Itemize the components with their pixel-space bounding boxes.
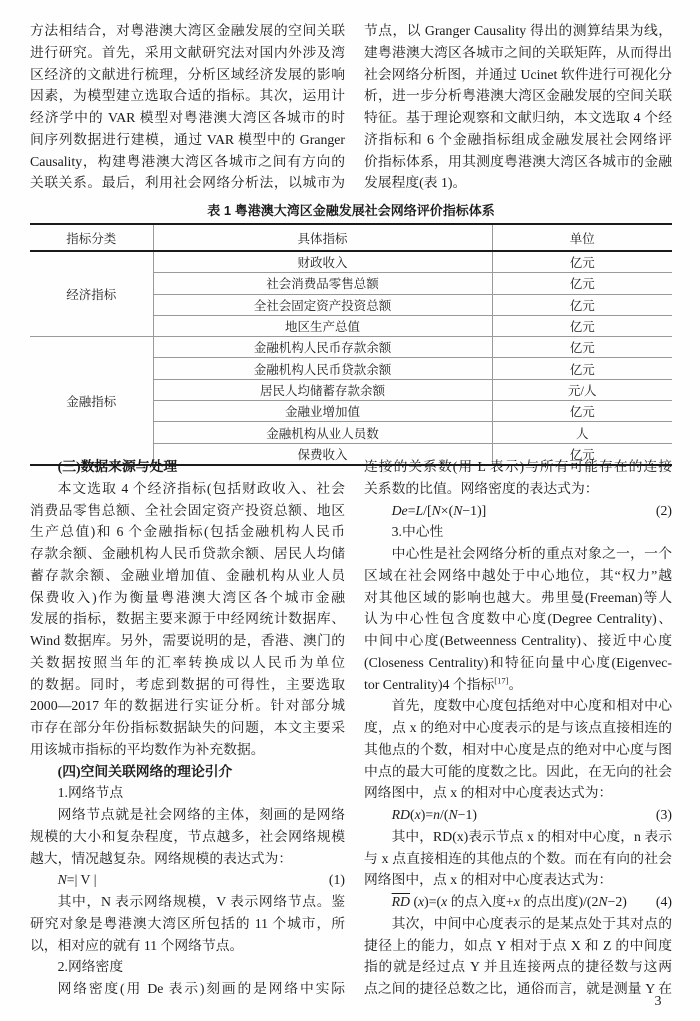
text-line: 指的就是经过点 Y 并且连接两点的捷径数与这两 <box>364 959 672 975</box>
equation-number: (3) <box>655 807 672 822</box>
subsection-heading: 3.中心性 <box>391 524 444 540</box>
text-line: 与 x 点直接相连的其他点的个数。而在有向的社会 <box>364 850 672 866</box>
unit-cell: 亿元 <box>569 362 595 377</box>
text-line: Wind 数据库。另外，需要说明的是，香港、澳门的 <box>30 633 345 648</box>
equation-line <box>364 500 672 522</box>
unit-cell: 亿元 <box>569 277 595 292</box>
text-run: −2) <box>607 894 627 909</box>
indicator-cell: 保费收入 <box>153 443 492 465</box>
text-line: 经济学中的 VAR 模型对粤港澳大湾区各城市的时 <box>30 110 345 125</box>
text-run: /[ <box>423 502 432 518</box>
indicator-table <box>30 223 672 466</box>
text-run: )= <box>420 807 434 822</box>
text-line: 发展的指标，数据主要来源于中经网统计数据库、 <box>30 611 345 627</box>
indicator-cell: 居民人均储蓄存款余额 <box>153 379 492 400</box>
table-header-cell: 指标分类 <box>30 224 153 251</box>
text-line: 规模的大小和复杂程度，节点越多，社会网络规模 <box>30 828 345 844</box>
math-variable: x <box>513 894 520 909</box>
indicator-cell: 全社会固定资产投资总额 <box>153 294 492 315</box>
subsection-heading: 2.网络密度 <box>57 959 124 975</box>
unit-cell: 亿元 <box>569 405 595 420</box>
table-header-cell: 单位 <box>569 231 595 246</box>
text-run: )=( <box>424 894 442 909</box>
equation-line <box>30 869 345 891</box>
text-line: 度，点 x 的绝对中心度表示的是与该点直接相连的 <box>364 720 672 735</box>
text-run: ( <box>410 807 415 822</box>
text-line: 蓄存款余额、金融业增加值、金融机构从业人员 <box>30 567 345 583</box>
math-variable: $\overline{RD}$ <box>391 894 410 909</box>
text-line: 其次，中间中心度表示的是某点处于其对点的 <box>391 915 672 931</box>
text-run: −1) <box>457 807 477 822</box>
indicator-cell: 财政收入 <box>153 251 492 273</box>
table-row <box>30 251 672 273</box>
column-bottom-left <box>30 456 345 1000</box>
citation-superscript: [17] <box>494 674 509 685</box>
text-line: 网络图中，点 x 的相对中心度表达式为： <box>364 785 613 801</box>
text-line: 其他点的个数，相对中心度是点的绝对中心度与图 <box>364 741 672 757</box>
equation-number: (1) <box>328 872 345 888</box>
equation-line <box>364 804 672 826</box>
text-run: −1)] <box>462 502 487 518</box>
section-heading: (四)空间关联网络的理论引介 <box>57 763 233 779</box>
math-variable: N <box>453 502 463 518</box>
page-number: 3 <box>654 994 662 1009</box>
table-body <box>30 251 672 465</box>
math-variable: n <box>433 807 441 822</box>
equation-body <box>364 500 486 522</box>
table-caption: 表 1 粤港澳大湾区金融发展社会网络评价指标体系 <box>207 203 495 218</box>
column-bottom-right <box>364 456 672 1000</box>
text-line: 研究对象是粤港澳大湾区所包括的 11 个城市，所 <box>30 915 345 931</box>
text-line: 济指标和 6 个金融指标组成金融发展社会网络评 <box>364 131 672 147</box>
indicator-cell: 地区生产总值 <box>153 315 492 336</box>
math-variable: N <box>598 894 608 909</box>
text-line: 其中，RD(x)表示节点 x 的相对中心度，n 表示 <box>391 828 672 844</box>
text-run: 。 <box>508 676 523 692</box>
math-variable: x <box>414 807 421 822</box>
equation-number: (4) <box>655 894 672 909</box>
equation-body <box>364 804 477 826</box>
text-line: 保费收入)作为衡量粤港澳大湾区各个城市金融 <box>30 589 345 605</box>
text-line: 捷径上的能力，如点 Y 相对于点 X 和 Z 的中间度 <box>364 937 672 953</box>
text-line: 建粤港澳大湾区各城市之间的关联矩阵，从而得出 <box>364 44 672 60</box>
text-line: 中间中心度(Betweenness Centrality)、接近中心度 <box>364 633 672 648</box>
math-variable: x <box>441 894 448 909</box>
unit-cell: 亿元 <box>569 447 595 462</box>
text-run: =| V | <box>66 872 97 888</box>
text-line: 生产总值)和 6 个金融指标(包括金融机构人民币 <box>30 524 345 540</box>
text-line: 节点，以 Granger Causality 得出的测算结果为线， <box>364 23 672 38</box>
table-header-row <box>30 224 672 251</box>
math-variable: N <box>431 502 441 518</box>
text-line: Causality，构建粤港澳大湾区各城市之间有方向的 <box>30 153 345 169</box>
section-heading: (三)数据来源与处理 <box>57 459 178 474</box>
text-run: 的点出度)/(2 <box>519 894 599 909</box>
indicator-cell: 金融机构人民币存款余额 <box>153 337 492 358</box>
unit-cell: 亿元 <box>569 341 595 356</box>
math-variable: De <box>391 502 408 518</box>
text-line: 本文选取 4 个经济指标(包括财政收入、社会 <box>57 480 345 496</box>
text-line: 用该城市指标的平均数作为补充数据。 <box>30 741 265 757</box>
text-run: ×( <box>440 502 454 518</box>
text-run: = <box>407 502 416 518</box>
indicator-cell: 金融机构人民币贷款余额 <box>153 358 492 379</box>
math-variable: N <box>448 807 458 822</box>
text-line: 消费品零售总额、全社会固定资产投资总额、地区 <box>30 502 345 518</box>
equation-number: (2) <box>655 502 672 518</box>
text-line: 关数据按照当年的汇率转换成以人民币为单位 <box>30 654 345 670</box>
column-top-right <box>364 20 672 194</box>
text-line: 价指标体系，用其测度粤港澳大湾区各城市的金融 <box>364 153 672 169</box>
text-line: 方法相结合，对粤港澳大湾区金融发展的空间关联 <box>30 23 345 38</box>
text-line: 特征。基于理论观察和文献归纳，本文选取 4 个经 <box>364 110 672 125</box>
text-run: /( <box>440 807 449 822</box>
subsection-heading: 1.网络节点 <box>57 785 124 801</box>
text-line: 点之间的捷径总数之比，通俗而言，就是测量 Y 在 <box>364 981 672 996</box>
text-line: 认为中心性包含度数中心度(Degree Centrality)、 <box>364 611 672 627</box>
text-line <box>364 674 672 696</box>
text-line: 网络节点就是社会网络的主体，刻画的是网络 <box>57 807 345 822</box>
text-line: 发展程度(表 1)。 <box>364 175 467 191</box>
category-cell: 金融指标 <box>30 337 153 465</box>
text-line: 间序列数据进行建模，通过 VAR 模型中的 Granger <box>30 131 345 147</box>
text-line: 关联关系。最后，利用社会网络分析法，以城市为 <box>30 175 345 191</box>
equation-line <box>364 891 672 913</box>
equation-body <box>30 869 96 891</box>
text-line: 区经济的文献进行梳理，分析区域经济发展的影响 <box>30 66 345 82</box>
text-line: 以，相对应的就有 11 个网络节点。 <box>30 937 244 953</box>
text-line: 进行研究。首先，采用文献研究法对国内外涉及湾 <box>30 44 345 60</box>
indicator-cell: 金融机构从业人员数 <box>153 422 492 443</box>
text-line: 越大，情况越复杂。网络规模的表达式为： <box>30 850 293 866</box>
math-variable: x <box>418 894 425 909</box>
text-line: 因素，为模型建立选取合适的指标。其次，运用计 <box>30 88 345 104</box>
text-line: 市存在部分年份指标数据缺失的问题，本文主要采 <box>30 720 345 735</box>
text-line: 连接的关系数(用 L 表示)与所有可能存在的连接 <box>364 459 672 474</box>
unit-cell: 亿元 <box>569 298 595 313</box>
indicator-cell: 金融业增加值 <box>153 401 492 422</box>
text-line: 关系数的比值。网络密度的表达式为： <box>364 480 599 496</box>
text-line: 社会网络分析图，并通过 Ucinet 软件进行可视化分 <box>364 66 672 82</box>
math-variable: L <box>415 502 424 518</box>
category-cell: 经济指标 <box>30 251 153 337</box>
text-line: 的数据。同时，考虑到数据的可得性，主要选取 <box>30 676 345 692</box>
math-variable: RD <box>391 807 410 822</box>
unit-cell: 元/人 <box>568 383 597 398</box>
unit-cell: 亿元 <box>569 256 595 271</box>
math-variable: N <box>57 872 67 888</box>
unit-cell: 人 <box>575 426 589 441</box>
text-line: 中心性是社会网络分析的重点对象之一，一个 <box>391 546 672 561</box>
text-line: 网络密度(用 De 表示)刻画的是网络中实际 <box>57 981 345 996</box>
indicator-cell: 社会消费品零售总额 <box>153 273 492 294</box>
text-run: 的点入度+ <box>447 894 514 909</box>
text-line: 网络图中，点 x 的相对中心度表达式为： <box>364 872 613 888</box>
text-line: 析，进一步分析粤港澳大湾区金融发展的空间关联 <box>364 88 672 104</box>
text-line: (Closeness Centrality)和特征向量中心度(Eigenvec- <box>364 654 672 670</box>
text-line: 对其他区域的影响也越大。弗里曼(Freeman)等人 <box>364 589 672 605</box>
text-line: 首先，度数中心度包括绝对中心度和相对中心 <box>391 698 672 714</box>
text-line: 区域在社会网络中越处于中心地位，其“权力”越 <box>364 567 672 583</box>
text-line: 存款余额、金融机构人民币贷款余额、居民人均储 <box>30 546 345 561</box>
text-run: ( <box>410 894 419 909</box>
text-line: 2000—2017 年的数据进行实证分析。针对部分城 <box>30 698 345 714</box>
table-section <box>30 202 672 466</box>
text-run: tor Centrality)4 个指标 <box>364 676 495 692</box>
table-header-cell: 具体指标 <box>153 224 492 251</box>
column-top-left <box>30 20 345 194</box>
equation-body <box>364 891 627 913</box>
table-row <box>30 337 672 358</box>
table-head <box>30 224 672 251</box>
text-line: 其中，N 表示网络规模，V 表示网络节点。鉴 <box>57 894 345 909</box>
text-line: 中点的最大可能的度数之比。因此，在无向的社会 <box>364 763 672 779</box>
unit-cell: 亿元 <box>569 320 595 335</box>
